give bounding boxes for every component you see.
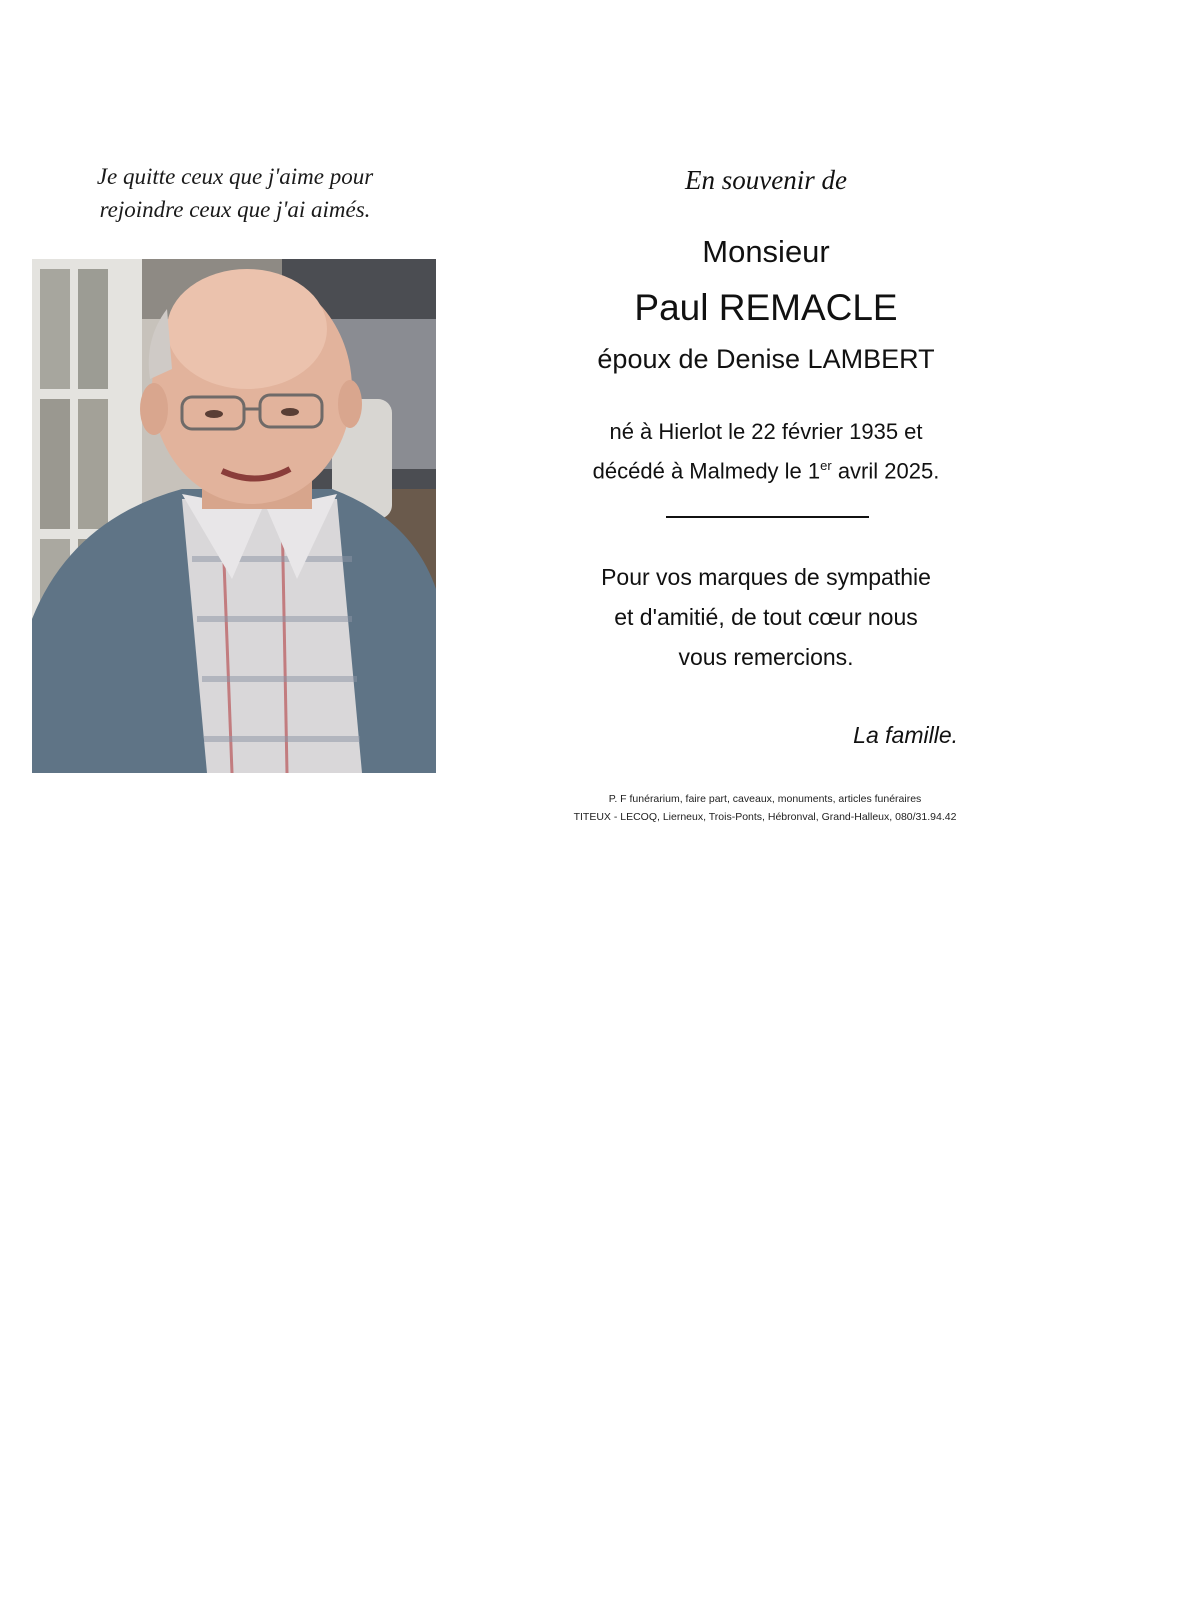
death-prefix: décédé à Malmedy le 1: [592, 458, 821, 484]
thanks-line-1: Pour vos marques de sympathie: [601, 564, 931, 590]
honorific: Monsieur: [702, 234, 830, 269]
life-dates: [560, 415, 972, 488]
thanks-message: [560, 557, 972, 677]
portrait-photo: [32, 259, 436, 773]
thanks-line-2: et d'amitié, de tout cœur nous: [614, 604, 918, 630]
quote-line-1: Je quitte ceux que j'aime pour: [96, 164, 374, 189]
quote-line-2: rejoindre ceux que j'ai aimés.: [99, 197, 371, 222]
family-signature: La famille.: [853, 722, 958, 748]
separator-line: [666, 516, 869, 518]
epitaph-quote: [40, 160, 430, 226]
funeral-home-footer: [540, 790, 990, 826]
death-ordinal: er: [820, 458, 832, 473]
thanks-line-3: vous remercions.: [678, 644, 854, 670]
death-suffix: avril 2025.: [831, 458, 940, 484]
in-memory-heading: En souvenir de: [685, 165, 847, 195]
deceased-name: Paul REMACLE: [634, 287, 898, 328]
footer-line-2: TITEUX - LECOQ, Lierneux, Trois-Ponts, Hébronval, Grand-Halleux, 080/31.94.42: [573, 811, 957, 823]
death-line: [560, 449, 972, 488]
spouse-line: époux de Denise LAMBERT: [597, 344, 935, 374]
footer-line-1: P. F funérarium, faire part, caveaux, monuments, articles funéraires: [608, 793, 922, 805]
birth-line: né à Hierlot le 22 février 1935 et: [609, 419, 923, 444]
